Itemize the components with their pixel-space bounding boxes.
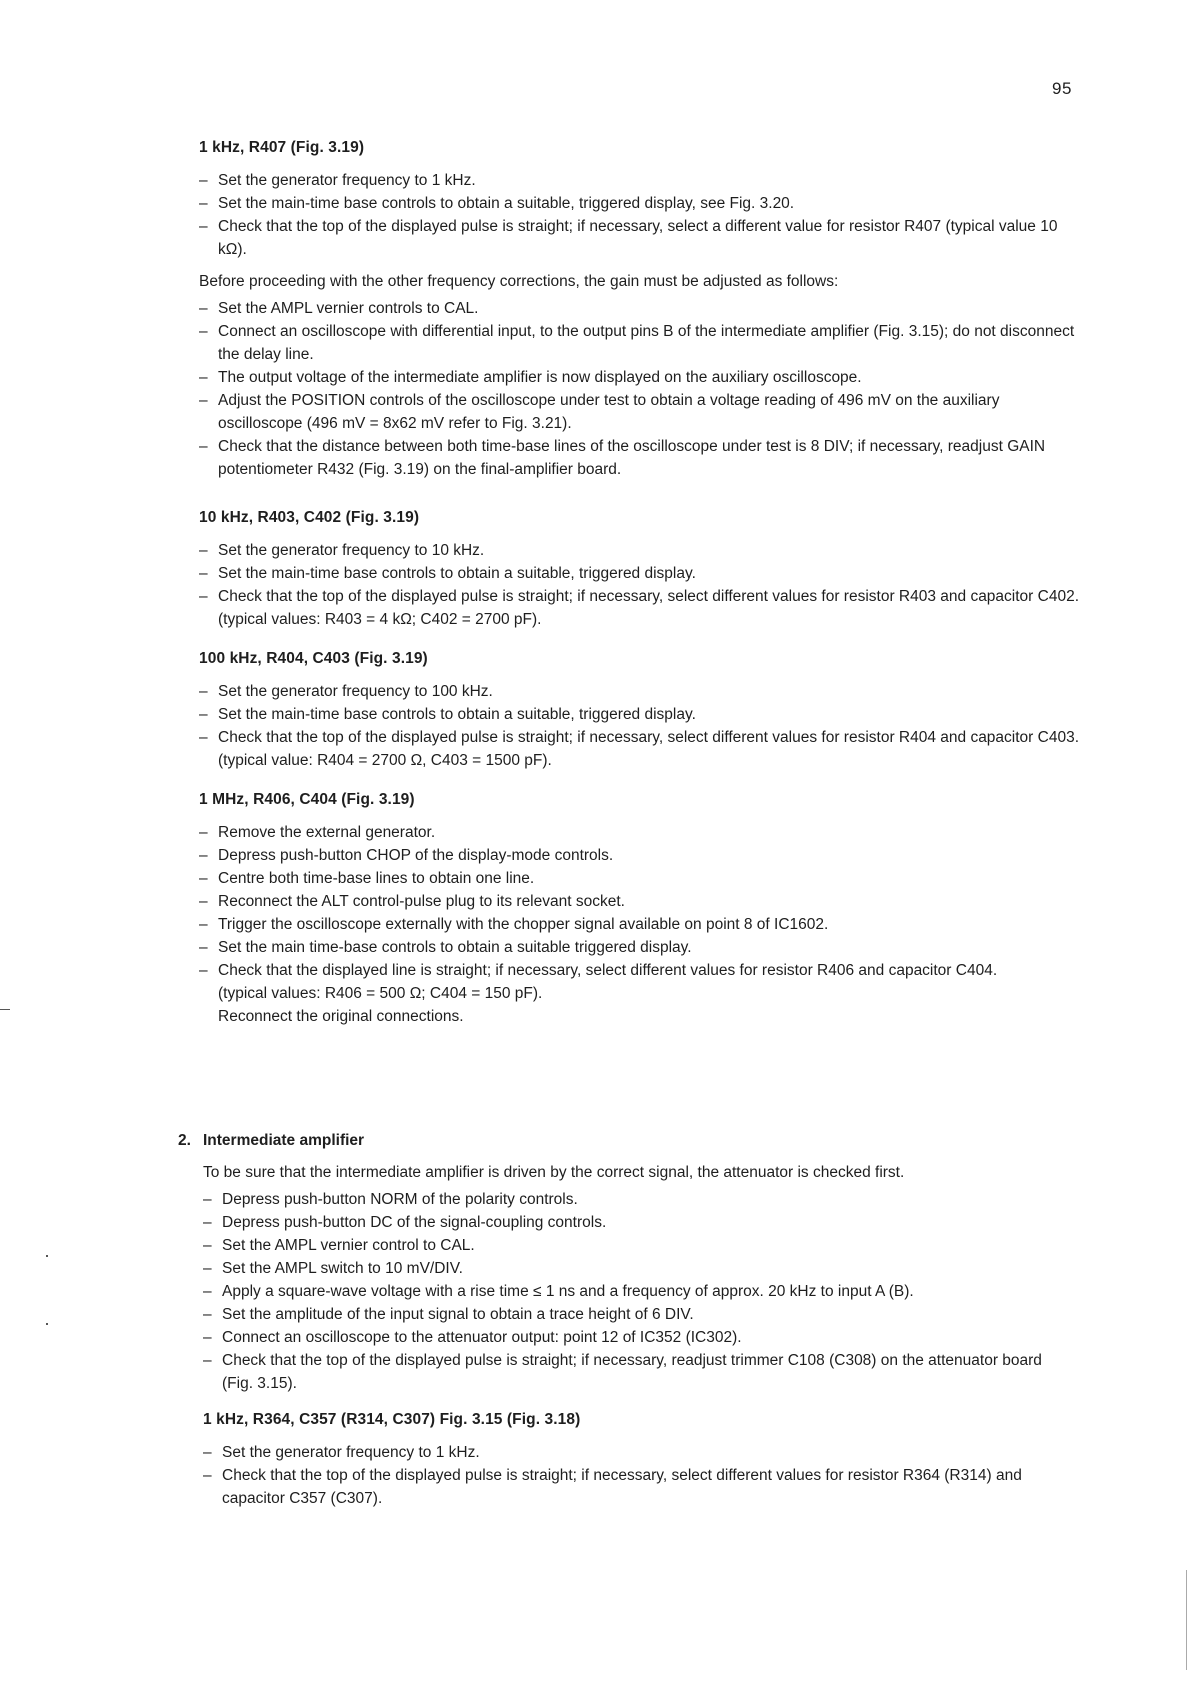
list-item: – Check that the top of the displayed pulse is straight; if necessary, select a different value for resistor R407 (typical value 10 kΩ).	[199, 218, 1058, 258]
step-list	[199, 297, 1079, 481]
list-item: – Check that the top of the displayed pulse is straight; if necessary, select different values for resistor R403 and capacitor C402.	[199, 588, 1079, 605]
list-item: – Connect an oscilloscope to the attenuator output: point 12 of IC352 (IC302).	[203, 1329, 742, 1346]
list-item: – Set the AMPL switch to 10 mV/DIV.	[203, 1260, 463, 1277]
list-item: – Depress push-button CHOP of the display-mode controls.	[199, 847, 614, 864]
list-item: – Check that the top of the displayed pulse is straight; if necessary, select different values for resistor R364 (R314) and capacitor C357 (C307).	[203, 1467, 1022, 1507]
section-1khz-r407	[199, 137, 1079, 481]
section-2-body	[178, 1162, 1058, 1510]
list-item: – Connect an oscilloscope with differential input, to the output pins B of the intermediate amplifier (Fig. 3.15); do not disconnect the delay line.	[199, 323, 1075, 363]
content-top	[199, 137, 1079, 1045]
step-list	[203, 1188, 1058, 1395]
page-number: 95	[1052, 79, 1072, 98]
paragraph: To be sure that the intermediate amplifier is driven by the correct signal, the attenuator is checked first.	[203, 1164, 905, 1181]
list-item: – Check that the top of the displayed pulse is straight; if necessary, select different values for resistor R404 and capacitor C403.	[199, 729, 1079, 746]
list-item: – Set the AMPL vernier controls to CAL.	[199, 300, 479, 317]
list-item: – Set the main-time base controls to obtain a suitable, triggered display.	[199, 706, 696, 723]
section-number: 2.	[178, 1132, 191, 1149]
content-section-2	[178, 1130, 1058, 1510]
section-heading: 1 kHz, R407 (Fig. 3.19)	[199, 139, 365, 156]
section-1mhz	[199, 789, 1079, 1028]
list-item: – Depress push-button DC of the signal-coupling controls.	[203, 1214, 607, 1231]
list-item: – Set the generator frequency to 1 kHz.	[199, 172, 476, 189]
list-item: – Reconnect the ALT control-pulse plug to its relevant socket.	[199, 893, 625, 910]
scan-mark	[46, 1255, 48, 1257]
list-item: – Set the main time-base controls to obtain a suitable triggered display.	[199, 939, 692, 956]
list-item: – Set the generator frequency to 1 kHz.	[203, 1444, 480, 1461]
list-item: – Check that the top of the displayed pulse is straight; if necessary, readjust trimmer C108 (C308) on the attenuator board (Fig. 3.15).	[203, 1352, 1042, 1392]
list-item: – Set the amplitude of the input signal to obtain a trace height of 6 DIV.	[203, 1306, 694, 1323]
reconnect-note: Reconnect the original connections.	[218, 1008, 464, 1025]
list-item: – Set the main-time base controls to obtain a suitable, triggered display, see Fig. 3.20.	[199, 195, 795, 212]
scan-mark	[1186, 1570, 1187, 1670]
section-heading: 100 kHz, R404, C403 (Fig. 3.19)	[199, 650, 428, 667]
list-item: – Set the generator frequency to 10 kHz.	[199, 542, 485, 559]
list-item: – Remove the external generator.	[199, 824, 436, 841]
typical-values: (typical values: R403 = 4 kΩ; C402 = 2700 pF).	[218, 611, 542, 628]
paragraph: Before proceeding with the other frequency corrections, the gain must be adjusted as follows:	[199, 273, 839, 290]
step-list	[199, 539, 1079, 608]
list-item: – Check that the distance between both time-base lines of the oscilloscope under test is 8 DIV; if necessary, readjust GAIN potentiometer R432 (Fig. 3.19) on the final-amplifier board.	[199, 438, 1046, 478]
step-list	[203, 1441, 1058, 1510]
list-item: – Set the AMPL vernier control to CAL.	[203, 1237, 475, 1254]
list-item: – Centre both time-base lines to obtain one line.	[199, 870, 535, 887]
section-heading: 1 kHz, R364, C357 (R314, C307) Fig. 3.15 (Fig. 3.18)	[203, 1411, 581, 1428]
section-10khz	[199, 507, 1079, 631]
scan-mark	[46, 1323, 48, 1325]
list-item: – The output voltage of the intermediate amplifier is now displayed on the auxiliary oscilloscope.	[199, 369, 862, 386]
list-item: – Trigger the oscilloscope externally with the chopper signal available on point 8 of IC1602.	[199, 916, 829, 933]
step-list	[199, 680, 1079, 749]
list-item: – Check that the displayed line is straight; if necessary, select different values for resistor R406 and capacitor C404.	[199, 962, 998, 979]
scan-mark	[0, 1009, 10, 1010]
section-heading: 1 MHz, R406, C404 (Fig. 3.19)	[199, 791, 415, 808]
list-item: – Depress push-button NORM of the polarity controls.	[203, 1191, 578, 1208]
step-list	[199, 821, 1079, 982]
section-heading: 10 kHz, R403, C402 (Fig. 3.19)	[199, 509, 420, 526]
typical-values: (typical values: R406 = 500 Ω; C404 = 150 pF).	[218, 985, 543, 1002]
section-2-heading	[178, 1130, 1058, 1152]
list-item: – Apply a square-wave voltage with a rise time ≤ 1 ns and a frequency of approx. 20 kHz to input A (B).	[203, 1283, 914, 1300]
section-100khz	[199, 648, 1079, 772]
section-title: Intermediate amplifier	[203, 1132, 365, 1149]
list-item: – Set the generator frequency to 100 kHz.	[199, 683, 493, 700]
list-item: – Set the main-time base controls to obtain a suitable, triggered display.	[199, 565, 696, 582]
step-list	[199, 169, 1079, 261]
list-item: – Adjust the POSITION controls of the oscilloscope under test to obtain a voltage reading of 496 mV on the auxiliary oscilloscope (496 mV = 8x62 mV refer to Fig. 3.21).	[199, 392, 1000, 432]
typical-values: (typical value: R404 = 2700 Ω, C403 = 1500 pF).	[218, 752, 552, 769]
